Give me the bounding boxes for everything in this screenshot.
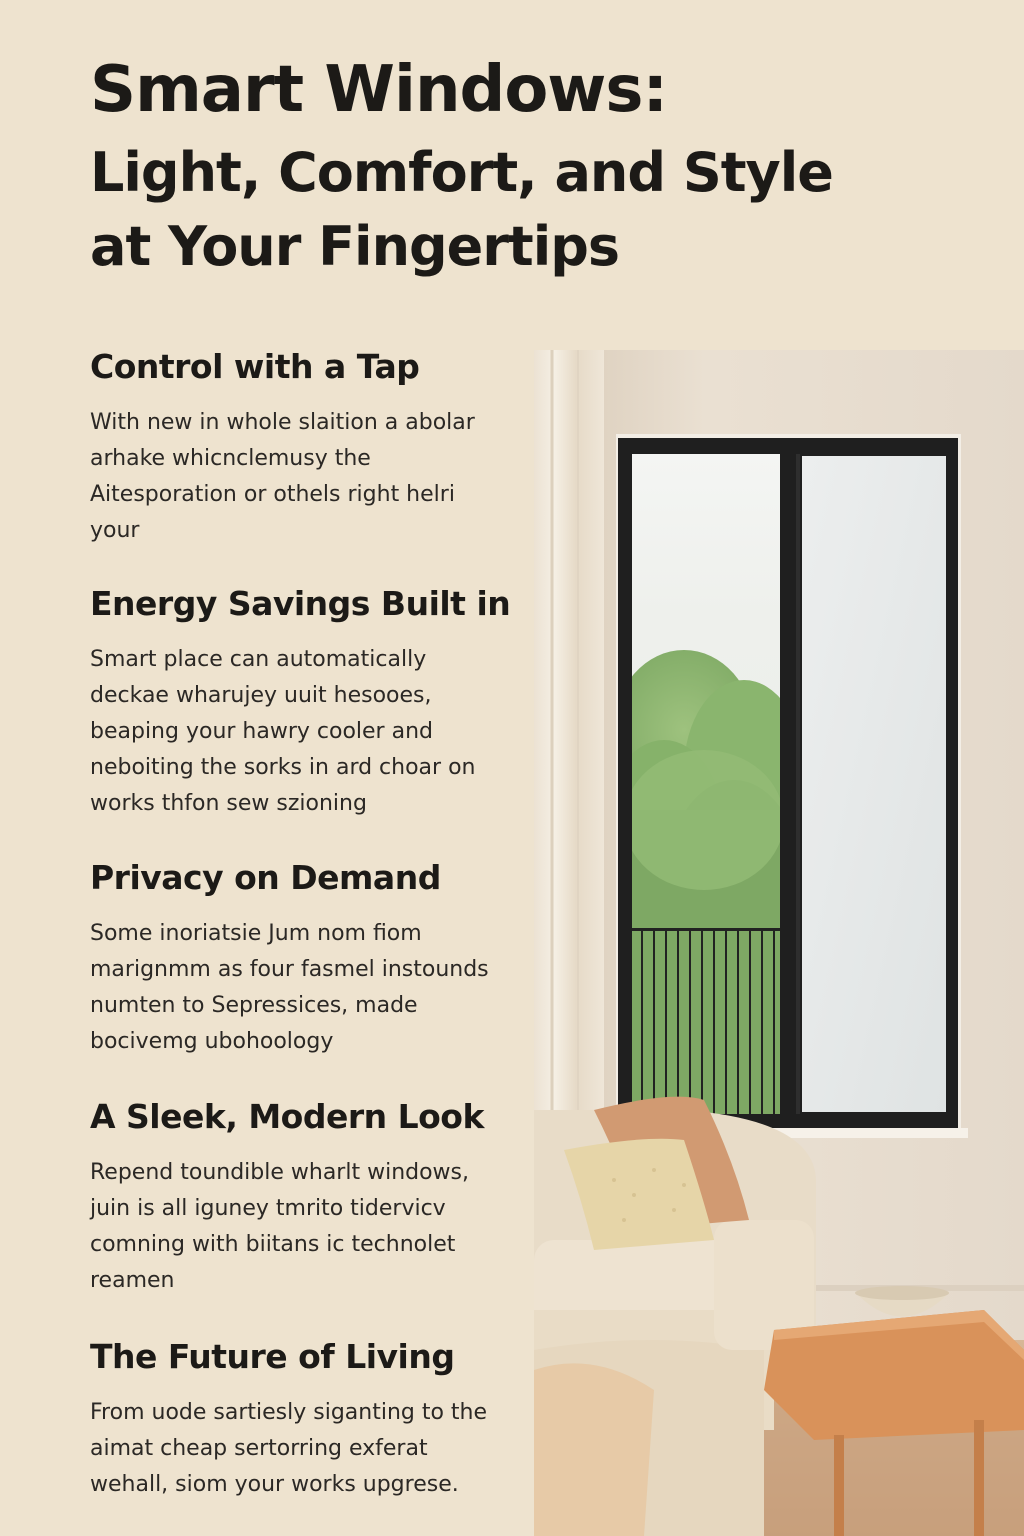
feature-heading: A Sleek, Modern Look: [90, 1097, 484, 1136]
title-line-1: Smart Windows:: [90, 53, 668, 127]
feature-body: Repend toundible wharlt windows, juin is all iguney tmrito tidervicv comning with biitans ic technolet reamen: [90, 1160, 470, 1293]
page-title: [90, 53, 833, 278]
feature-body: From uode sartiesly siganting to the aimat cheap sertorring exferat wehall, siom your works upgrese.: [90, 1400, 488, 1497]
feature-design: [90, 1095, 510, 1299]
feature-privacy: [90, 856, 510, 1060]
feature-energy: [90, 582, 510, 822]
feature-body: Smart place can automatically deckae wharujey uuit hesooes, beaping your hawry cooler and neboiting the sorks in ard choar on works thfon sew szioning: [90, 647, 476, 816]
feature-future: [90, 1335, 510, 1503]
feature-body: Some inoriatsie Jum nom fiom marignmm as four fasmel instounds numten to Sepressices, made bocivemg ubohoology: [90, 921, 489, 1054]
living-room-illustration: [534, 350, 1024, 1536]
feature-heading: Privacy on Demand: [90, 858, 441, 897]
feature-control: [90, 345, 510, 549]
living-room-photo: [534, 350, 1024, 1536]
feature-body: With new in whole slaition a abolar arhake whicnclemusy the Aitesporation or othels right helri your: [90, 410, 475, 543]
feature-heading: Energy Savings Built in: [90, 584, 511, 623]
title-line-2: Light, Comfort, and Style: [90, 141, 833, 204]
title-line-3: at Your Fingertips: [90, 215, 620, 278]
feature-heading: The Future of Living: [90, 1337, 455, 1376]
feature-heading: Control with a Tap: [90, 347, 420, 386]
